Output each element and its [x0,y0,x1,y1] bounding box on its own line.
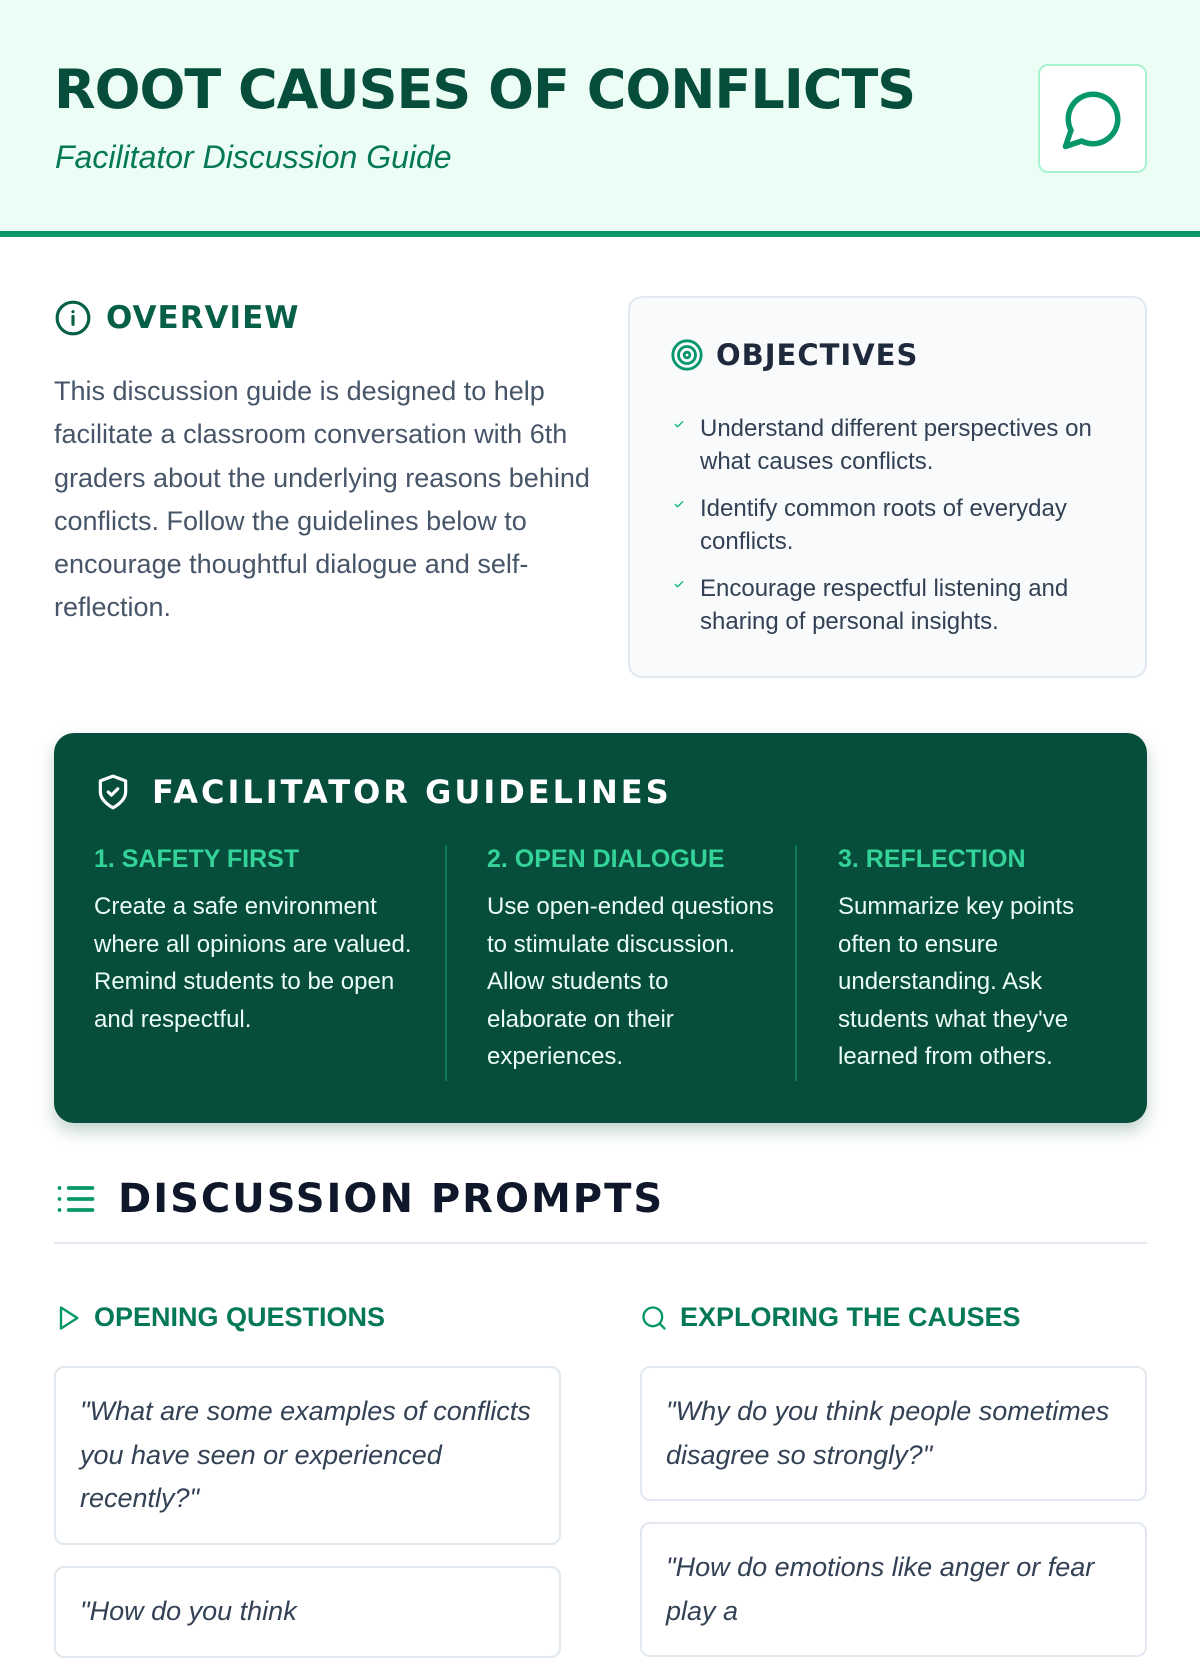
question-text: "What are some examples of conflicts you have seen or experienced recently?" [80,1396,531,1513]
exploring-causes-heading [640,1302,1021,1333]
exploring-causes-title: EXPLORING THE CAUSES [680,1302,1021,1332]
overview-title: OVERVIEW [106,300,300,336]
question-card [640,1366,1147,1501]
question-text: "How do emotions like anger or fear play a [666,1552,1095,1626]
shield-check-icon [94,773,132,811]
objective-item [670,412,1110,478]
list-icon [54,1177,98,1221]
objective-text: Identify common roots of everyday conflicts. [700,495,1067,555]
guideline-title: 1. SAFETY FIRST [94,845,300,873]
page-header [0,0,1200,237]
column-divider [795,845,797,1081]
opening-questions-title: OPENING QUESTIONS [94,1302,386,1332]
chat-bubble-icon [1060,86,1126,152]
guideline-title: 3. REFLECTION [838,845,1026,873]
page-subtitle: Facilitator Discussion Guide [55,139,452,175]
guidelines-title: FACILITATOR GUIDELINES [152,773,672,811]
objective-item [670,572,1110,638]
page-title: ROOT CAUSES OF CONFLICTS [54,58,916,121]
search-icon [640,1304,668,1332]
check-icon [670,492,688,510]
objective-text: Understand different perspectives on what causes conflicts. [700,415,1092,475]
question-card [54,1366,561,1545]
guideline-title: 2. OPEN DIALOGUE [487,845,725,873]
opening-questions-heading [54,1302,385,1333]
objective-item [670,492,1110,558]
objectives-heading [670,338,918,372]
guideline-text: Summarize key points often to ensure understanding. Ask students what they've learned from others. [838,893,1075,1070]
guideline-safety [94,845,414,1038]
overview-heading [54,298,299,338]
question-text: "Why do you think people sometimes disagree so strongly?" [666,1396,1110,1470]
objective-text: Encourage respectful listening and sharing of personal insights. [700,575,1069,635]
objectives-card [628,296,1147,678]
play-icon [54,1304,82,1332]
objectives-title: OBJECTIVES [716,338,919,372]
check-icon [670,412,688,430]
guideline-dialogue [487,845,775,1076]
question-card [640,1522,1147,1657]
guideline-reflection [838,845,1108,1076]
guideline-text: Create a safe environment where all opinions are valued. Remind students to be open and respectful. [94,893,412,1033]
target-icon [670,338,704,372]
prompts-heading [54,1176,664,1222]
chat-button[interactable] [1038,64,1147,173]
overview-text: This discussion guide is designed to help facilitate a classroom conversation with 6th graders about the underlying reasons behind conflicts. Follow the guidelines below to encourage thoughtful dialogue and self-reflection. [54,376,590,623]
check-icon [670,572,688,590]
prompts-title: DISCUSSION PROMPTS [118,1176,665,1222]
section-divider [54,1242,1147,1244]
question-card [54,1566,561,1658]
column-divider [445,845,447,1081]
guideline-text: Use open-ended questions to stimulate discussion. Allow students to elaborate on their experiences. [487,893,774,1070]
question-text: "How do you think [80,1596,297,1626]
guidelines-panel [54,733,1147,1123]
guidelines-heading [94,773,672,811]
info-icon [54,299,92,337]
